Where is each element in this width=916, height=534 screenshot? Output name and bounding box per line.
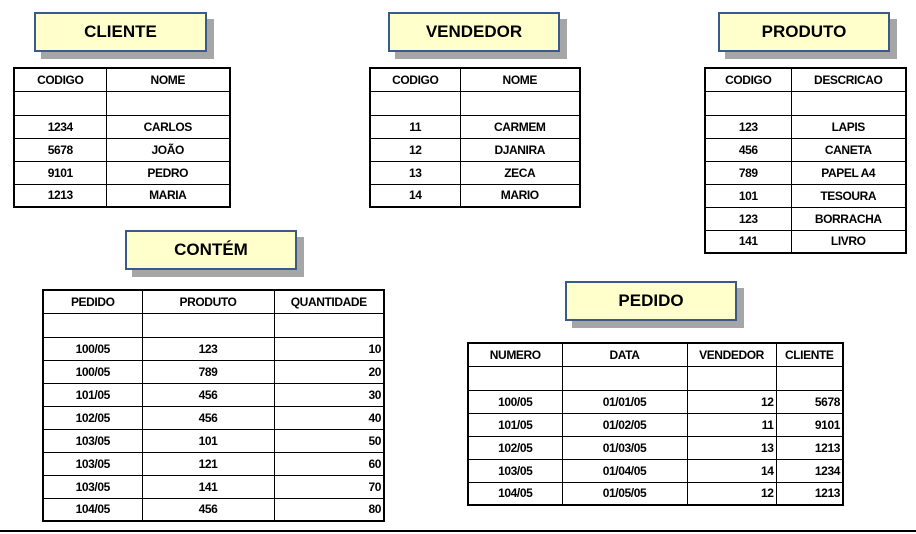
table-row xyxy=(370,184,580,207)
table-cell: 01/01/05 xyxy=(562,390,687,413)
table-cell: 101/05 xyxy=(468,413,562,436)
table-cell: 101 xyxy=(705,184,791,207)
table-cell: 121 xyxy=(142,452,274,475)
column-header: NOME xyxy=(106,68,230,91)
table-row xyxy=(43,452,384,475)
table-cell: CARMEM xyxy=(460,115,580,138)
column-header: PEDIDO xyxy=(43,290,142,313)
table-cell: 456 xyxy=(142,498,274,521)
table-row xyxy=(370,115,580,138)
table-cell: JOÃO xyxy=(106,138,230,161)
column-header: QUANTIDADE xyxy=(274,290,384,313)
table-cell: 456 xyxy=(142,383,274,406)
table-row xyxy=(705,207,906,230)
bottom-divider xyxy=(0,530,916,532)
table-row-empty xyxy=(43,313,384,337)
table-cell: CANETA xyxy=(791,138,906,161)
table-cell: 141 xyxy=(142,475,274,498)
table-cell: 1213 xyxy=(776,436,843,459)
pedido-title: PEDIDO xyxy=(565,281,737,321)
table-row xyxy=(705,138,906,161)
table-row xyxy=(14,138,230,161)
table-cell: 102/05 xyxy=(468,436,562,459)
column-header: DESCRICAO xyxy=(791,68,906,91)
table-cell: 100/05 xyxy=(43,337,142,360)
table-header-row xyxy=(43,290,384,313)
column-header: CLIENTE xyxy=(776,343,843,366)
table-cell: 9101 xyxy=(14,161,106,184)
table-row xyxy=(468,459,843,482)
table-cell: 100/05 xyxy=(43,360,142,383)
table-cell: 50 xyxy=(274,429,384,452)
cliente-table xyxy=(13,67,231,208)
table-cell: 13 xyxy=(687,436,776,459)
table-header-row xyxy=(705,68,906,91)
column-header: CODIGO xyxy=(705,68,791,91)
table-row xyxy=(468,436,843,459)
table-cell: DJANIRA xyxy=(460,138,580,161)
table-cell: 01/05/05 xyxy=(562,482,687,505)
table-cell: 70 xyxy=(274,475,384,498)
table-cell: 01/02/05 xyxy=(562,413,687,436)
table-row xyxy=(43,406,384,429)
table-row xyxy=(468,413,843,436)
table-row xyxy=(43,429,384,452)
table-cell: 01/04/05 xyxy=(562,459,687,482)
table-row xyxy=(14,184,230,207)
table-row-empty xyxy=(705,91,906,115)
table-cell: 60 xyxy=(274,452,384,475)
table-row xyxy=(43,337,384,360)
table-cell: 12 xyxy=(687,482,776,505)
table-cell: 1234 xyxy=(776,459,843,482)
table-cell: 12 xyxy=(687,390,776,413)
column-header: CODIGO xyxy=(14,68,106,91)
table-cell: 11 xyxy=(687,413,776,436)
table-cell: 101/05 xyxy=(43,383,142,406)
table-row xyxy=(43,383,384,406)
table-row-empty xyxy=(14,91,230,115)
table-cell: 789 xyxy=(142,360,274,383)
table-cell: MARIO xyxy=(460,184,580,207)
table-cell: BORRACHA xyxy=(791,207,906,230)
table-cell: 456 xyxy=(705,138,791,161)
cliente-title: CLIENTE xyxy=(34,12,207,52)
table-cell: 103/05 xyxy=(43,429,142,452)
column-header: DATA xyxy=(562,343,687,366)
table-cell: 01/03/05 xyxy=(562,436,687,459)
vendedor-title: VENDEDOR xyxy=(388,12,560,52)
table-cell: TESOURA xyxy=(791,184,906,207)
table-row xyxy=(14,161,230,184)
table-cell: 101 xyxy=(142,429,274,452)
table-row xyxy=(705,161,906,184)
table-cell: 1213 xyxy=(14,184,106,207)
table-cell: 123 xyxy=(705,207,791,230)
produto-table xyxy=(704,67,907,254)
table-row xyxy=(43,360,384,383)
table-cell: 14 xyxy=(687,459,776,482)
column-header: PRODUTO xyxy=(142,290,274,313)
table-cell: 14 xyxy=(370,184,460,207)
table-cell: 123 xyxy=(705,115,791,138)
table-cell: PEDRO xyxy=(106,161,230,184)
table-cell: CARLOS xyxy=(106,115,230,138)
table-cell: 1213 xyxy=(776,482,843,505)
table-cell: 141 xyxy=(705,230,791,253)
vendedor-table xyxy=(369,67,581,208)
table-cell: LIVRO xyxy=(791,230,906,253)
contem-table xyxy=(42,289,385,522)
table-row xyxy=(468,390,843,413)
pedido-table xyxy=(467,342,844,506)
table-row xyxy=(705,184,906,207)
table-row-empty xyxy=(468,366,843,390)
table-row xyxy=(43,498,384,521)
table-row xyxy=(370,161,580,184)
table-cell: 1234 xyxy=(14,115,106,138)
table-cell: 9101 xyxy=(776,413,843,436)
table-cell: 30 xyxy=(274,383,384,406)
table-cell: 13 xyxy=(370,161,460,184)
table-row xyxy=(468,482,843,505)
table-row xyxy=(705,230,906,253)
column-header: NUMERO xyxy=(468,343,562,366)
table-cell: 5678 xyxy=(776,390,843,413)
table-cell: 123 xyxy=(142,337,274,360)
table-row xyxy=(14,115,230,138)
table-cell: LAPIS xyxy=(791,115,906,138)
column-header: CODIGO xyxy=(370,68,460,91)
table-header-row xyxy=(370,68,580,91)
table-cell: MARIA xyxy=(106,184,230,207)
table-cell: 456 xyxy=(142,406,274,429)
table-row xyxy=(705,115,906,138)
table-cell: 104/05 xyxy=(468,482,562,505)
table-cell: 20 xyxy=(274,360,384,383)
table-cell: 789 xyxy=(705,161,791,184)
table-cell: 102/05 xyxy=(43,406,142,429)
table-cell: PAPEL A4 xyxy=(791,161,906,184)
table-row-empty xyxy=(370,91,580,115)
table-cell: 103/05 xyxy=(43,475,142,498)
table-row xyxy=(43,475,384,498)
contem-title: CONTÉM xyxy=(125,230,297,270)
table-cell: 40 xyxy=(274,406,384,429)
column-header: NOME xyxy=(460,68,580,91)
table-cell: 103/05 xyxy=(468,459,562,482)
table-cell: 12 xyxy=(370,138,460,161)
table-cell: 104/05 xyxy=(43,498,142,521)
table-header-row xyxy=(468,343,843,366)
table-cell: 100/05 xyxy=(468,390,562,413)
table-cell: ZECA xyxy=(460,161,580,184)
produto-title: PRODUTO xyxy=(718,12,890,52)
table-row xyxy=(370,138,580,161)
table-cell: 10 xyxy=(274,337,384,360)
table-cell: 103/05 xyxy=(43,452,142,475)
table-cell: 80 xyxy=(274,498,384,521)
table-header-row xyxy=(14,68,230,91)
table-cell: 5678 xyxy=(14,138,106,161)
column-header: VENDEDOR xyxy=(687,343,776,366)
table-cell: 11 xyxy=(370,115,460,138)
